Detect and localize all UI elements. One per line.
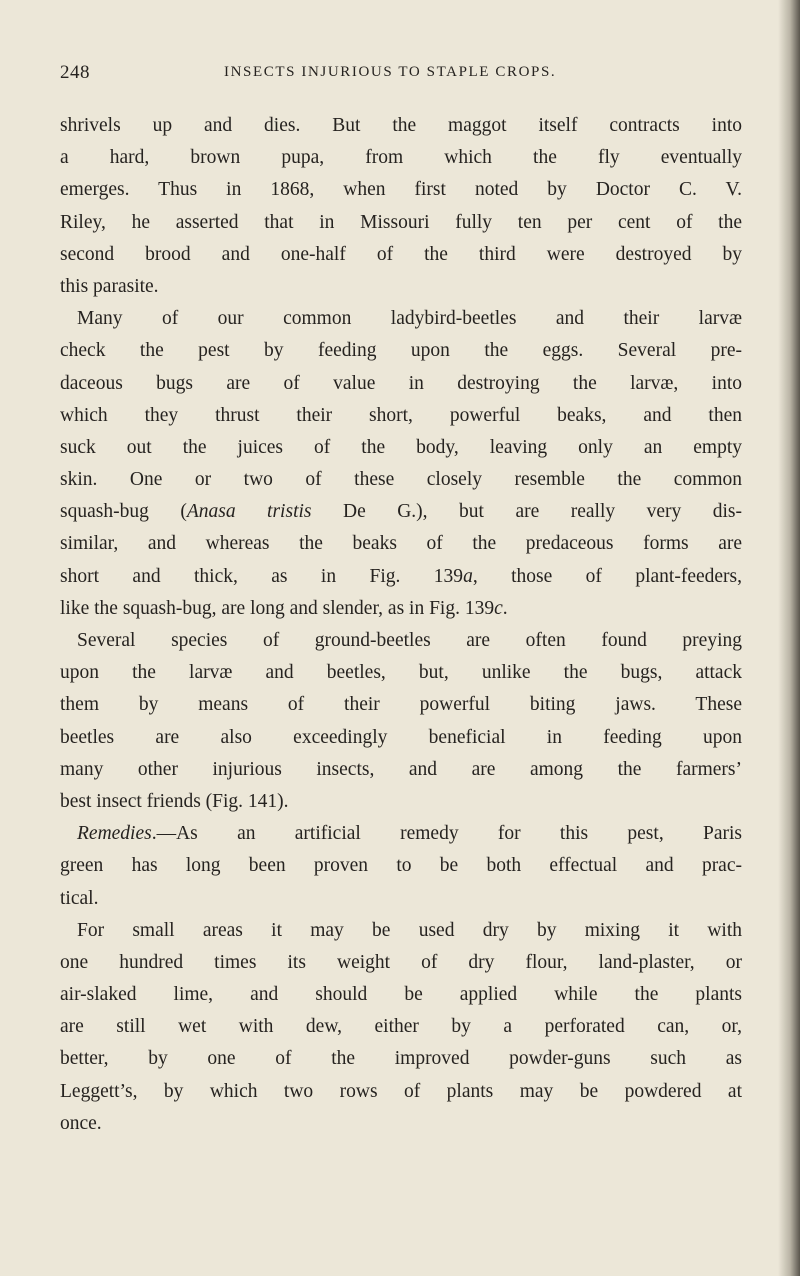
paragraph-start-line	[60, 818, 742, 850]
text-segment: squash-bug (	[60, 501, 187, 523]
text-line: better, by one of the improved powder-guns such as	[60, 1048, 742, 1070]
text-line: Leggett’s, by which two rows of plants may be powdered at	[60, 1080, 742, 1102]
paragraph-start-line: For small areas it may be used dry by mixing it with	[77, 919, 742, 941]
text-line: them by means of their powerful biting jaws. These	[60, 694, 742, 716]
text-line: suck out the juices of the body, leaving only an empty	[60, 436, 742, 458]
page-edge-shadow	[778, 0, 800, 1276]
text-segment: .	[502, 597, 508, 619]
text-segment: short and thick, as in Fig. 139	[60, 565, 464, 587]
text-line: skin. One or two of these closely resemble the common	[60, 469, 742, 491]
text-line: second brood and one-half of the third were destroyed by	[60, 243, 742, 265]
figure-letter-italic: a	[463, 565, 473, 587]
running-title: INSECTS INJURIOUS TO STAPLE CROPS.	[224, 64, 557, 80]
text-line: many other injurious insects, and are among the farmers’	[60, 758, 742, 780]
text-line: air-slaked lime, and should be applied while the plants	[60, 984, 742, 1006]
page-header	[60, 62, 700, 88]
text-segment: .—As an artificial remedy for this pest, Paris	[151, 823, 742, 845]
text-line: one hundred times its weight of dry flour, land-plaster, or	[60, 951, 742, 973]
text-line: green has long been proven to be both effectual and prac-	[60, 855, 742, 877]
text-line	[60, 561, 742, 593]
text-segment: , those of plant-feeders,	[472, 565, 742, 587]
text-line: once.	[60, 1112, 102, 1134]
text-line: daceous bugs are of value in destroying the larvæ, into	[60, 372, 742, 394]
text-line: upon the larvæ and beetles, but, unlike the bugs, attack	[60, 662, 742, 684]
text-line: shrivels up and dies. But the maggot itself contracts into	[60, 115, 742, 136]
text-line: emerges. Thus in 1868, when first noted by Doctor C. V.	[60, 179, 742, 201]
text-line: a hard, brown pupa, from which the fly eventually	[60, 147, 742, 169]
remedies-heading-italic: Remedies	[77, 823, 152, 845]
text-line: Riley, he asserted that in Missouri fully ten per cent of the	[60, 211, 742, 233]
text-line	[60, 593, 742, 625]
text-line: are still wet with dew, either by a perforated can, or,	[60, 1016, 742, 1038]
text-line: this parasite.	[60, 275, 159, 297]
text-segment: like the squash-bug, are long and slender, as in Fig. 139	[60, 597, 495, 619]
text-line: check the pest by feeding upon the eggs. Several pre-	[60, 340, 742, 362]
text-segment: De G.), but are really very dis-	[311, 501, 742, 523]
text-line	[60, 496, 742, 528]
species-name-italic: Anasa tristis	[186, 501, 312, 523]
text-line: beetles are also exceedingly beneficial in feeding upon	[60, 726, 742, 748]
text-line: which they thrust their short, powerful beaks, and then	[60, 404, 742, 426]
figure-letter-italic: c	[494, 597, 503, 619]
text-line: similar, and whereas the beaks of the predaceous forms are	[60, 533, 742, 555]
text-line: tical.	[60, 887, 99, 909]
paragraph-start-line: Many of our common ladybird-beetles and their larvæ	[77, 308, 742, 330]
text-line: best insect friends (Fig. 141).	[60, 790, 289, 812]
page-number: 248	[60, 62, 90, 83]
body-text	[60, 110, 742, 1140]
paragraph-start-line: Several species of ground-beetles are often found preying	[77, 630, 742, 651]
